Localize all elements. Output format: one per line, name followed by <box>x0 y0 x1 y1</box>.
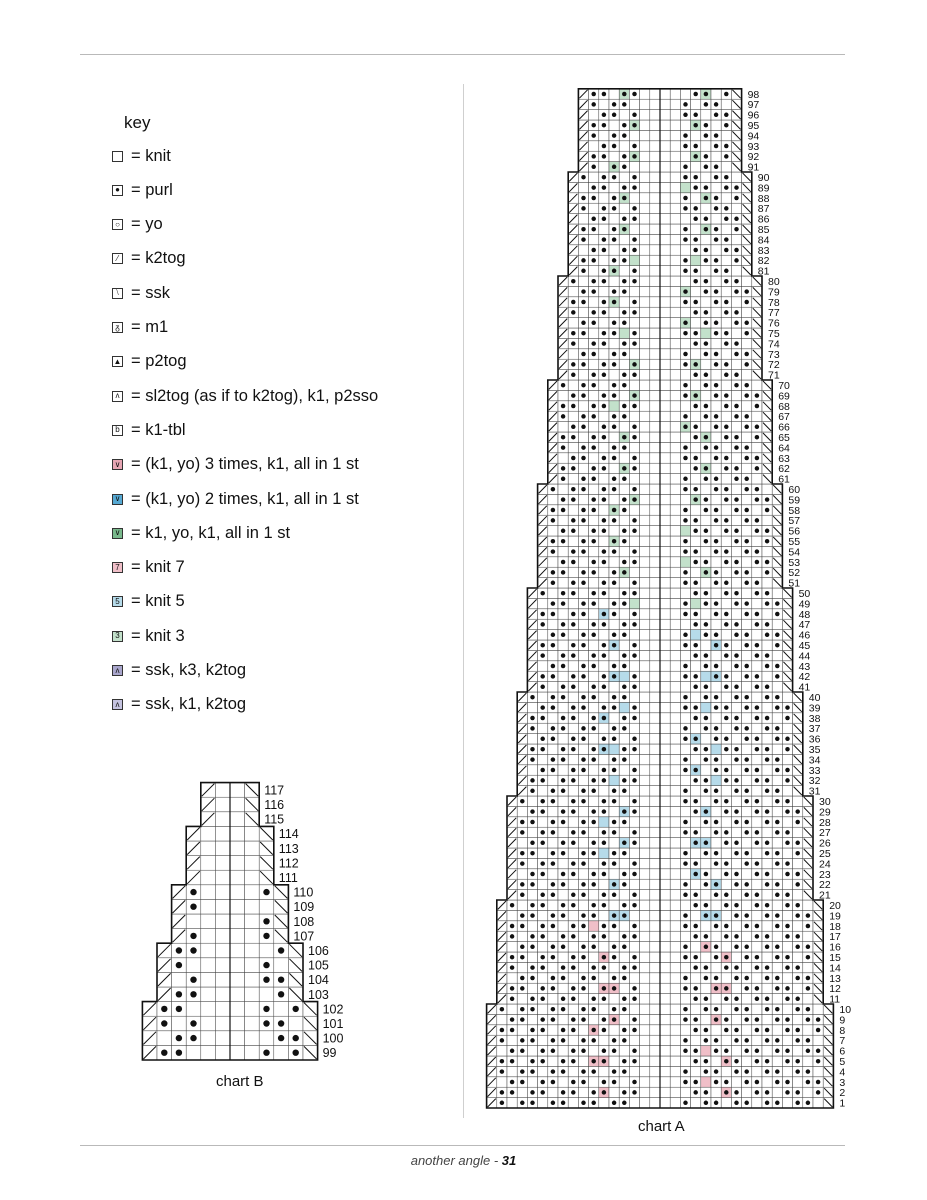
column-divider <box>463 84 464 1118</box>
chart-a-row-label: 91 <box>747 161 760 174</box>
chart-a-row-label: 28 <box>819 816 831 829</box>
chart-a-row-label: 1 <box>839 1097 846 1110</box>
chart-a-row-label: 29 <box>819 806 831 819</box>
chart-b-row-label: 114 <box>278 827 299 842</box>
chart-a-row-label: 90 <box>757 171 770 184</box>
chart-a-row-label: 61 <box>778 473 790 486</box>
key-item-label: = p2tog <box>131 352 187 371</box>
chart-a-row-label: 57 <box>788 515 801 528</box>
chart-a-row-label: 33 <box>808 764 821 777</box>
chart-b-row-label: 111 <box>278 871 298 885</box>
chart-a-row-label: 3 <box>839 1076 846 1089</box>
chart-b-row-label: 105 <box>308 958 329 973</box>
ssk-k3-k2tog-icon: ʌ <box>112 665 123 676</box>
chart-b-row-label: 104 <box>308 973 329 988</box>
yo-circle-icon: ○ <box>112 219 123 230</box>
chart-b-row-label: 116 <box>264 798 285 812</box>
chart-b <box>120 775 380 1067</box>
chart-a-row-label: 71 <box>768 369 780 382</box>
chart-a-row-label: 89 <box>757 182 770 195</box>
key-item-label: = (k1, yo) 2 times, k1, all in 1 st <box>131 489 359 508</box>
chart-a-row-label: 2 <box>839 1087 846 1100</box>
key-item-label: = yo <box>131 215 163 234</box>
key-item-yo <box>112 215 163 235</box>
chart-b-row-label: 99 <box>322 1046 337 1061</box>
chart-a-row-label: 52 <box>788 567 801 580</box>
chart-a-row-label: 94 <box>747 130 760 143</box>
k1-tbl-icon: b <box>112 425 123 436</box>
chart-b-row-label: 109 <box>293 900 315 915</box>
chart-a-row-label: 69 <box>778 390 790 403</box>
chart-b-row-label: 102 <box>322 1002 344 1017</box>
k2tog-slash-icon: ⁄ <box>112 253 123 264</box>
chart-a-row-label: 76 <box>768 317 780 330</box>
chart-a-row-label: 41 <box>798 681 811 694</box>
chart-a-row-label: 88 <box>757 192 770 205</box>
chart-b-row-label: 112 <box>278 856 299 871</box>
double-decrease-icon: ʌ <box>112 391 123 402</box>
key-item-label: = knit 5 <box>131 592 185 611</box>
key-item-sl2tog <box>112 386 378 406</box>
chart-a-row-label: 84 <box>757 234 770 247</box>
chart-a-row-label: 36 <box>808 733 821 746</box>
key-item-m1 <box>112 318 168 338</box>
key-item-purl <box>112 180 173 200</box>
chart-a-row-label: 8 <box>839 1024 846 1037</box>
key-item-label: = sl2tog (as if to k2tog), k1, p2sso <box>131 386 379 405</box>
chart-b-row-label: 115 <box>264 812 285 827</box>
chart-a-row-label: 79 <box>768 286 780 299</box>
chart-a-row-label: 27 <box>819 827 831 840</box>
chart-a-row-label: 23 <box>819 868 831 881</box>
key-item-dec3 <box>112 695 246 715</box>
chart-a-row-label: 83 <box>757 244 770 257</box>
chart-a-row-label: 77 <box>768 307 780 320</box>
chart-a-row-label: 81 <box>757 265 770 278</box>
key-item-label: = purl <box>131 180 173 199</box>
ssk-backslash-icon: ⧵ <box>112 288 123 299</box>
chart-a-row-label: 38 <box>808 712 821 725</box>
key-item-k2tog <box>112 249 186 269</box>
blue-increase-icon: ∨ <box>112 494 123 505</box>
chart-a-row-label: 73 <box>768 348 780 361</box>
chart-a-row-label: 4 <box>839 1066 846 1079</box>
chart-a-row-label: 46 <box>798 629 811 642</box>
chart-a-row-label: 35 <box>808 743 821 756</box>
page-number: 31 <box>501 1153 517 1168</box>
chart-a-row-label: 43 <box>798 660 811 673</box>
chart-a-row-label: 58 <box>788 504 801 517</box>
chart-a-row-label: 98 <box>747 88 760 101</box>
chart-a-row-label: 12 <box>829 983 841 996</box>
chart-a-row-label: 85 <box>757 223 770 236</box>
chart-a-row-label: 49 <box>798 598 811 611</box>
chart-a-row-label: 39 <box>808 702 821 715</box>
chart-a-row-label: 60 <box>788 483 801 496</box>
chart-a-row-label: 19 <box>829 910 841 923</box>
chart-a-row-label: 9 <box>839 1014 846 1027</box>
key-item-k1tbl <box>112 420 186 440</box>
chart-a-row-label: 14 <box>829 962 841 975</box>
chart-a-row-label: 63 <box>778 452 790 465</box>
knit-7-icon: 7 <box>112 562 123 573</box>
top-rule <box>80 54 845 55</box>
ssk-k1-k2tog-icon: ʌ <box>112 699 123 710</box>
chart-b-row-label: 107 <box>293 929 315 944</box>
key-item-label: = k2tog <box>131 249 186 268</box>
key-item-label: = knit <box>131 146 171 165</box>
key-item-label: = ssk <box>131 283 170 302</box>
knit-3-icon: 3 <box>112 631 123 642</box>
key-item-label: = m1 <box>131 318 169 336</box>
key-title: key <box>124 113 151 132</box>
chart-a-row-label: 17 <box>829 931 841 944</box>
chart-a-row-label: 70 <box>778 379 790 392</box>
chart-b-caption: chart B <box>216 1073 264 1090</box>
chart-a-row-label: 13 <box>829 972 841 985</box>
chart-a-row-label: 72 <box>768 359 780 372</box>
chart-a-row-label: 15 <box>829 951 841 964</box>
chart-a-row-label: 97 <box>747 99 760 112</box>
chart-b-row-label: 117 <box>264 783 285 798</box>
chart-a-row-label: 67 <box>778 411 790 424</box>
chart-a-row-label: 48 <box>798 608 811 621</box>
key-item-label: = ssk, k1, k2tog <box>131 695 247 714</box>
chart-a-row-label: 66 <box>778 421 790 434</box>
chart-a-row-label: 51 <box>788 577 801 590</box>
chart-a-row-label: 82 <box>757 255 770 268</box>
chart-a-row-label: 5 <box>839 1055 846 1068</box>
chart-a-row-label: 55 <box>788 535 801 548</box>
chart-a-row-label: 11 <box>829 993 841 1006</box>
key-item-label: = ssk, k3, k2tog <box>131 661 247 679</box>
chart-a-row-label: 31 <box>808 785 821 798</box>
key-item-ssk <box>112 283 170 303</box>
key-item-label: = knit 7 <box>131 558 185 577</box>
key-item-knit <box>112 146 171 166</box>
bottom-rule <box>80 1145 845 1146</box>
blank-square-icon <box>112 151 123 162</box>
chart-a-row-label: 68 <box>778 400 790 413</box>
chart-a-row-label: 86 <box>757 213 770 226</box>
chart-a-row-label: 87 <box>757 203 770 216</box>
chart-b-row-label: 106 <box>308 944 329 958</box>
chart-a-row-label: 80 <box>768 275 780 288</box>
m1-loop-icon: ᵹ <box>112 322 123 333</box>
green-increase-icon: ∨ <box>112 528 123 539</box>
chart-a-row-label: 78 <box>768 296 780 309</box>
key-item-label: = knit 3 <box>131 626 185 645</box>
footer-text: another angle - <box>410 1153 502 1168</box>
pink-increase-icon: ∨ <box>112 459 123 470</box>
chart-b-row-label: 113 <box>278 841 299 856</box>
chart-a-caption: chart A <box>638 1118 685 1135</box>
chart-b-row-label: 110 <box>293 885 314 900</box>
chart-a-row-label: 44 <box>798 650 811 663</box>
chart-a-row-label: 16 <box>829 941 841 954</box>
chart-a-row-label: 74 <box>768 338 780 351</box>
chart-a-row-label: 47 <box>798 619 811 632</box>
chart-a-row-label: 7 <box>839 1035 846 1048</box>
chart-b-row-label: 108 <box>293 914 315 929</box>
chart-a-row-label: 40 <box>808 691 821 704</box>
key-item-inc3 <box>112 523 290 543</box>
chart-a-row-label: 45 <box>798 639 811 652</box>
purl-dot-icon: ● <box>112 185 123 196</box>
chart-a-row-label: 24 <box>819 858 831 871</box>
key-item-inc7 <box>112 455 359 475</box>
chart-a-row-label: 22 <box>819 879 831 892</box>
chart-a-row-label: 96 <box>747 109 760 122</box>
chart-a-row-label: 37 <box>808 723 821 736</box>
chart-a-row-label: 65 <box>778 431 790 444</box>
chart-a-row-label: 32 <box>808 775 821 788</box>
chart-a-row-label: 20 <box>829 899 841 912</box>
key-item-knit3 <box>112 626 185 646</box>
chart-a-row-label: 56 <box>788 525 801 538</box>
chart-a-row-label: 25 <box>819 847 831 860</box>
chart-a-row-label: 21 <box>819 889 831 902</box>
chart-a-row-label: 6 <box>839 1045 846 1058</box>
chart-a-row-label: 59 <box>788 494 801 507</box>
chart-b-row-label: 103 <box>308 987 329 1002</box>
key-item-inc5 <box>112 489 359 509</box>
chart-a-row-label: 54 <box>788 546 801 559</box>
chart-b-row-label: 101 <box>322 1017 344 1031</box>
chart-a-row-label: 34 <box>808 754 821 767</box>
key-item-knit5 <box>112 592 185 612</box>
chart-a-row-label: 18 <box>829 920 841 933</box>
key-item-label: = k1, yo, k1, all in 1 st <box>131 523 291 542</box>
chart-a-row-label: 64 <box>778 442 790 455</box>
chart-a <box>480 60 860 1114</box>
chart-a-row-label: 95 <box>747 119 760 132</box>
key-item-label: = (k1, yo) 3 times, k1, all in 1 st <box>131 455 359 474</box>
key-item-label: = k1-tbl <box>131 420 186 439</box>
page-footer <box>0 1153 927 1168</box>
chart-a-row-label: 93 <box>747 140 760 153</box>
chart-a-row-label: 50 <box>798 587 811 600</box>
chart-a-row-label: 53 <box>788 556 801 569</box>
knit-5-icon: 5 <box>112 596 123 607</box>
chart-a-row-label: 30 <box>819 795 831 808</box>
key-item-p2tog <box>112 352 187 372</box>
chart-a-row-label: 10 <box>839 1003 852 1016</box>
p2tog-triangle-icon: ▲ <box>113 356 122 366</box>
chart-a-row-label: 75 <box>768 327 780 340</box>
chart-a-row-label: 26 <box>819 837 831 850</box>
key-item-dec5 <box>112 661 246 681</box>
chart-a-row-label: 92 <box>747 151 760 164</box>
key-item-knit7 <box>112 558 185 578</box>
chart-b-row-label: 100 <box>322 1031 344 1046</box>
chart-a-row-label: 42 <box>798 671 811 684</box>
chart-a-row-label: 62 <box>778 463 790 476</box>
